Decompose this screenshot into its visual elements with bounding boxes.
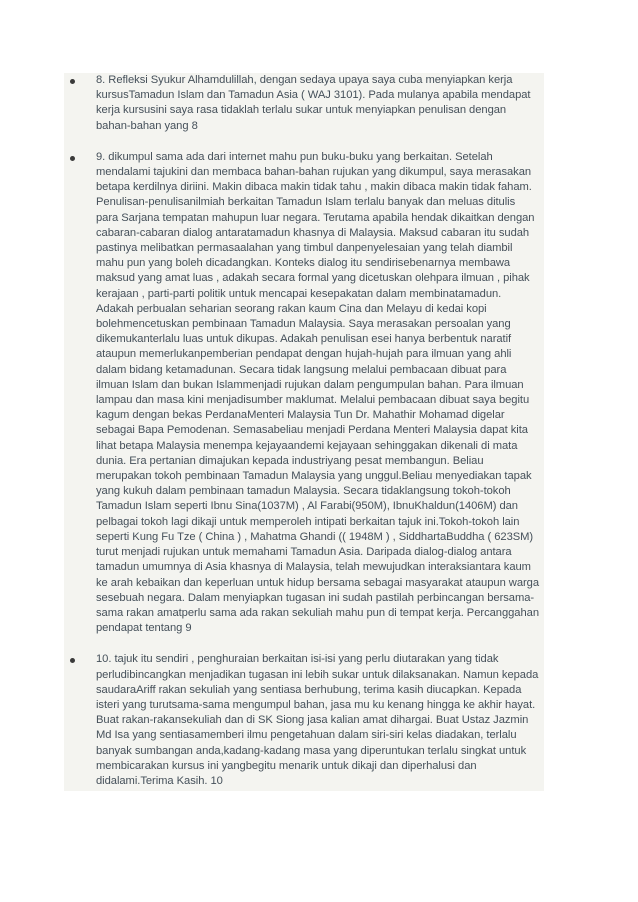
- bullet-icon: [70, 156, 75, 161]
- bullet-icon: [70, 79, 75, 84]
- document-body: [64, 73, 544, 791]
- list-item-10: [64, 652, 544, 789]
- paragraph-8: 8. Refleksi Syukur Alhamdulillah, dengan sedaya upaya saya cuba menyiapkan kerja kursusTamadun Islam dan Tamadun Asia ( WAJ 3101). Pada mulanya apabila mendapat kerja kursusini saya rasa tidaklah terlalu sukar untuk menyiapkan penulisan dengan bahan-bahan yang 8: [96, 74, 531, 132]
- bullet-list: [64, 73, 544, 789]
- paragraph-9: 9. dikumpul sama ada dari internet mahu pun buku-buku yang berkaitan. Setelah mendalami tajukini dan membaca bahan-bahan rujukan yang dikumpul, saya merasakan betapa kerdilnya diriini. Makin dibaca makin tidak tahu , makin dibaca makin tidak faham. Penulisan-penulisanilmiah berkaitan Tamadun Islam terlalu banyak dan meluas ditulis para Sarjana tempatan mahupun luar negara. Terutama apabila hendak dikaitkan dengan cabaran-cabaran dialog antaratamadun khasnya di Malaysia. Maksud cabaran itu sudah pastinya melibatkan permasaalahan yang timbul danpenyelesaian yang telah diambil mahu pun yang boleh dicadangkan. Konteks dialog itu sendirisebenarnya membawa maksud yang amat luas , adakah secara formal yang dicetuskan olehpara ilmuan , pihak kerajaan , parti-parti politik untuk mencapai kesepakatan dalam membinatamadun. Adakah perbualan seharian seorang rakan kaum Cina dan Melayu di kedai kopi bolehmencetuskan pembinaan Tamadun Malaysia. Saya merasakan persoalan yang dikemukanterlalu luas untuk dikupas. Adakah penulisan esei hanya berbentuk naratif ataupun memerlukanpemberian pendapat dengan hujah-hujah para ilmuan yang ahli dalam bidang ketamadunan. Secara tidak langsung melalui pembacaan dibuat para ilmuan Islam dan bukan Islammenjadi rujukan dalam pengumpulan bahan. Para ilmuan lampau dan masa kini menjadisumber maklumat. Melalui pembacaan dibuat saya begitu kagum dengan bekas PerdanaMenteri Malaysia Tun Dr. Mahathir Mohamad digelar sebagai Bapa Pemodenan. Semasabeliau menjadi Perdana Menteri Malaysia dapat kita lihat betapa Malaysia menempa kejayaandemi kejayaan sehinggakan dikenali di mata dunia. Era pertanian dimajukan kepada industriyang pesat membangun. Beliau merupakan tokoh pembinaan Tamadun Malaysia yang unggul.Beliau menyediakan tapak yang kukuh dalam pembinaan tamadun Malaysia. Secara tidaklangsung tokoh-tokoh Tamadun Islam seperti Ibnu Sina(1037M) , Al Farabi(950M), IbnuKhaldun(1406M) dan pelbagai tokoh lagi dikaji untuk memperoleh intipati berkaitan tajuk ini.Tokoh-tokoh lain seperti Kung Fu Tze ( China ) , Mahatma Ghandi (( 1948M ) , SiddhartaBuddha ( 623SM) turut menjadi rujukan untuk memahami Tamadun Asia. Daripada dialog-dialog antara tamadun umumnya di Asia khasnya di Malaysia, telah mewujudkan interaksiantara kaum ke arah kebaikan dan keperluan untuk hidup bersama sebagai masyarakat ataupun warga sesebuah negara. Dalam menyiapkan tugasan ini sudah pastilah perbincangan bersama-sama rakan amatperlu sama ada rakan sekuliah mahu pun di tempat kerja. Percanggahan pendapat tentang 9: [96, 150, 540, 635]
- paragraph-10: 10. tajuk itu sendiri , penghuraian berkaitan isi-isi yang perlu diutarakan yang tidak perludibincangkan menjadikan tugasan ini lebih sukar untuk dilaksanakan. Namun kepada saudaraAriff rakan sekuliah yang sentiasa berhubung, terima kasih diucapkan. Kepada isteri yang turutsama-sama mengumpul bahan, jasa mu ku kenang hingga ke akhir hayat. Buat rakan-rakansekuliah dan di SK Siong jasa kalian amat dihargai. Buat Ustaz Jazmin Md Isa yang sentiasamemberi ilmu pengetahuan dalam siri-siri kelas diadakan, terlalu banyak sumbangan anda,kadang-kadang masa yang diperuntukan terlalu singkat untuk membicarakan kursus ini yangbegitu menarik untuk dikaji dan diperhalusi dan didalami.Terima Kasih. 10: [96, 653, 539, 787]
- list-item-8: [64, 73, 544, 134]
- bullet-icon: [70, 658, 75, 663]
- list-item-9: [64, 150, 544, 637]
